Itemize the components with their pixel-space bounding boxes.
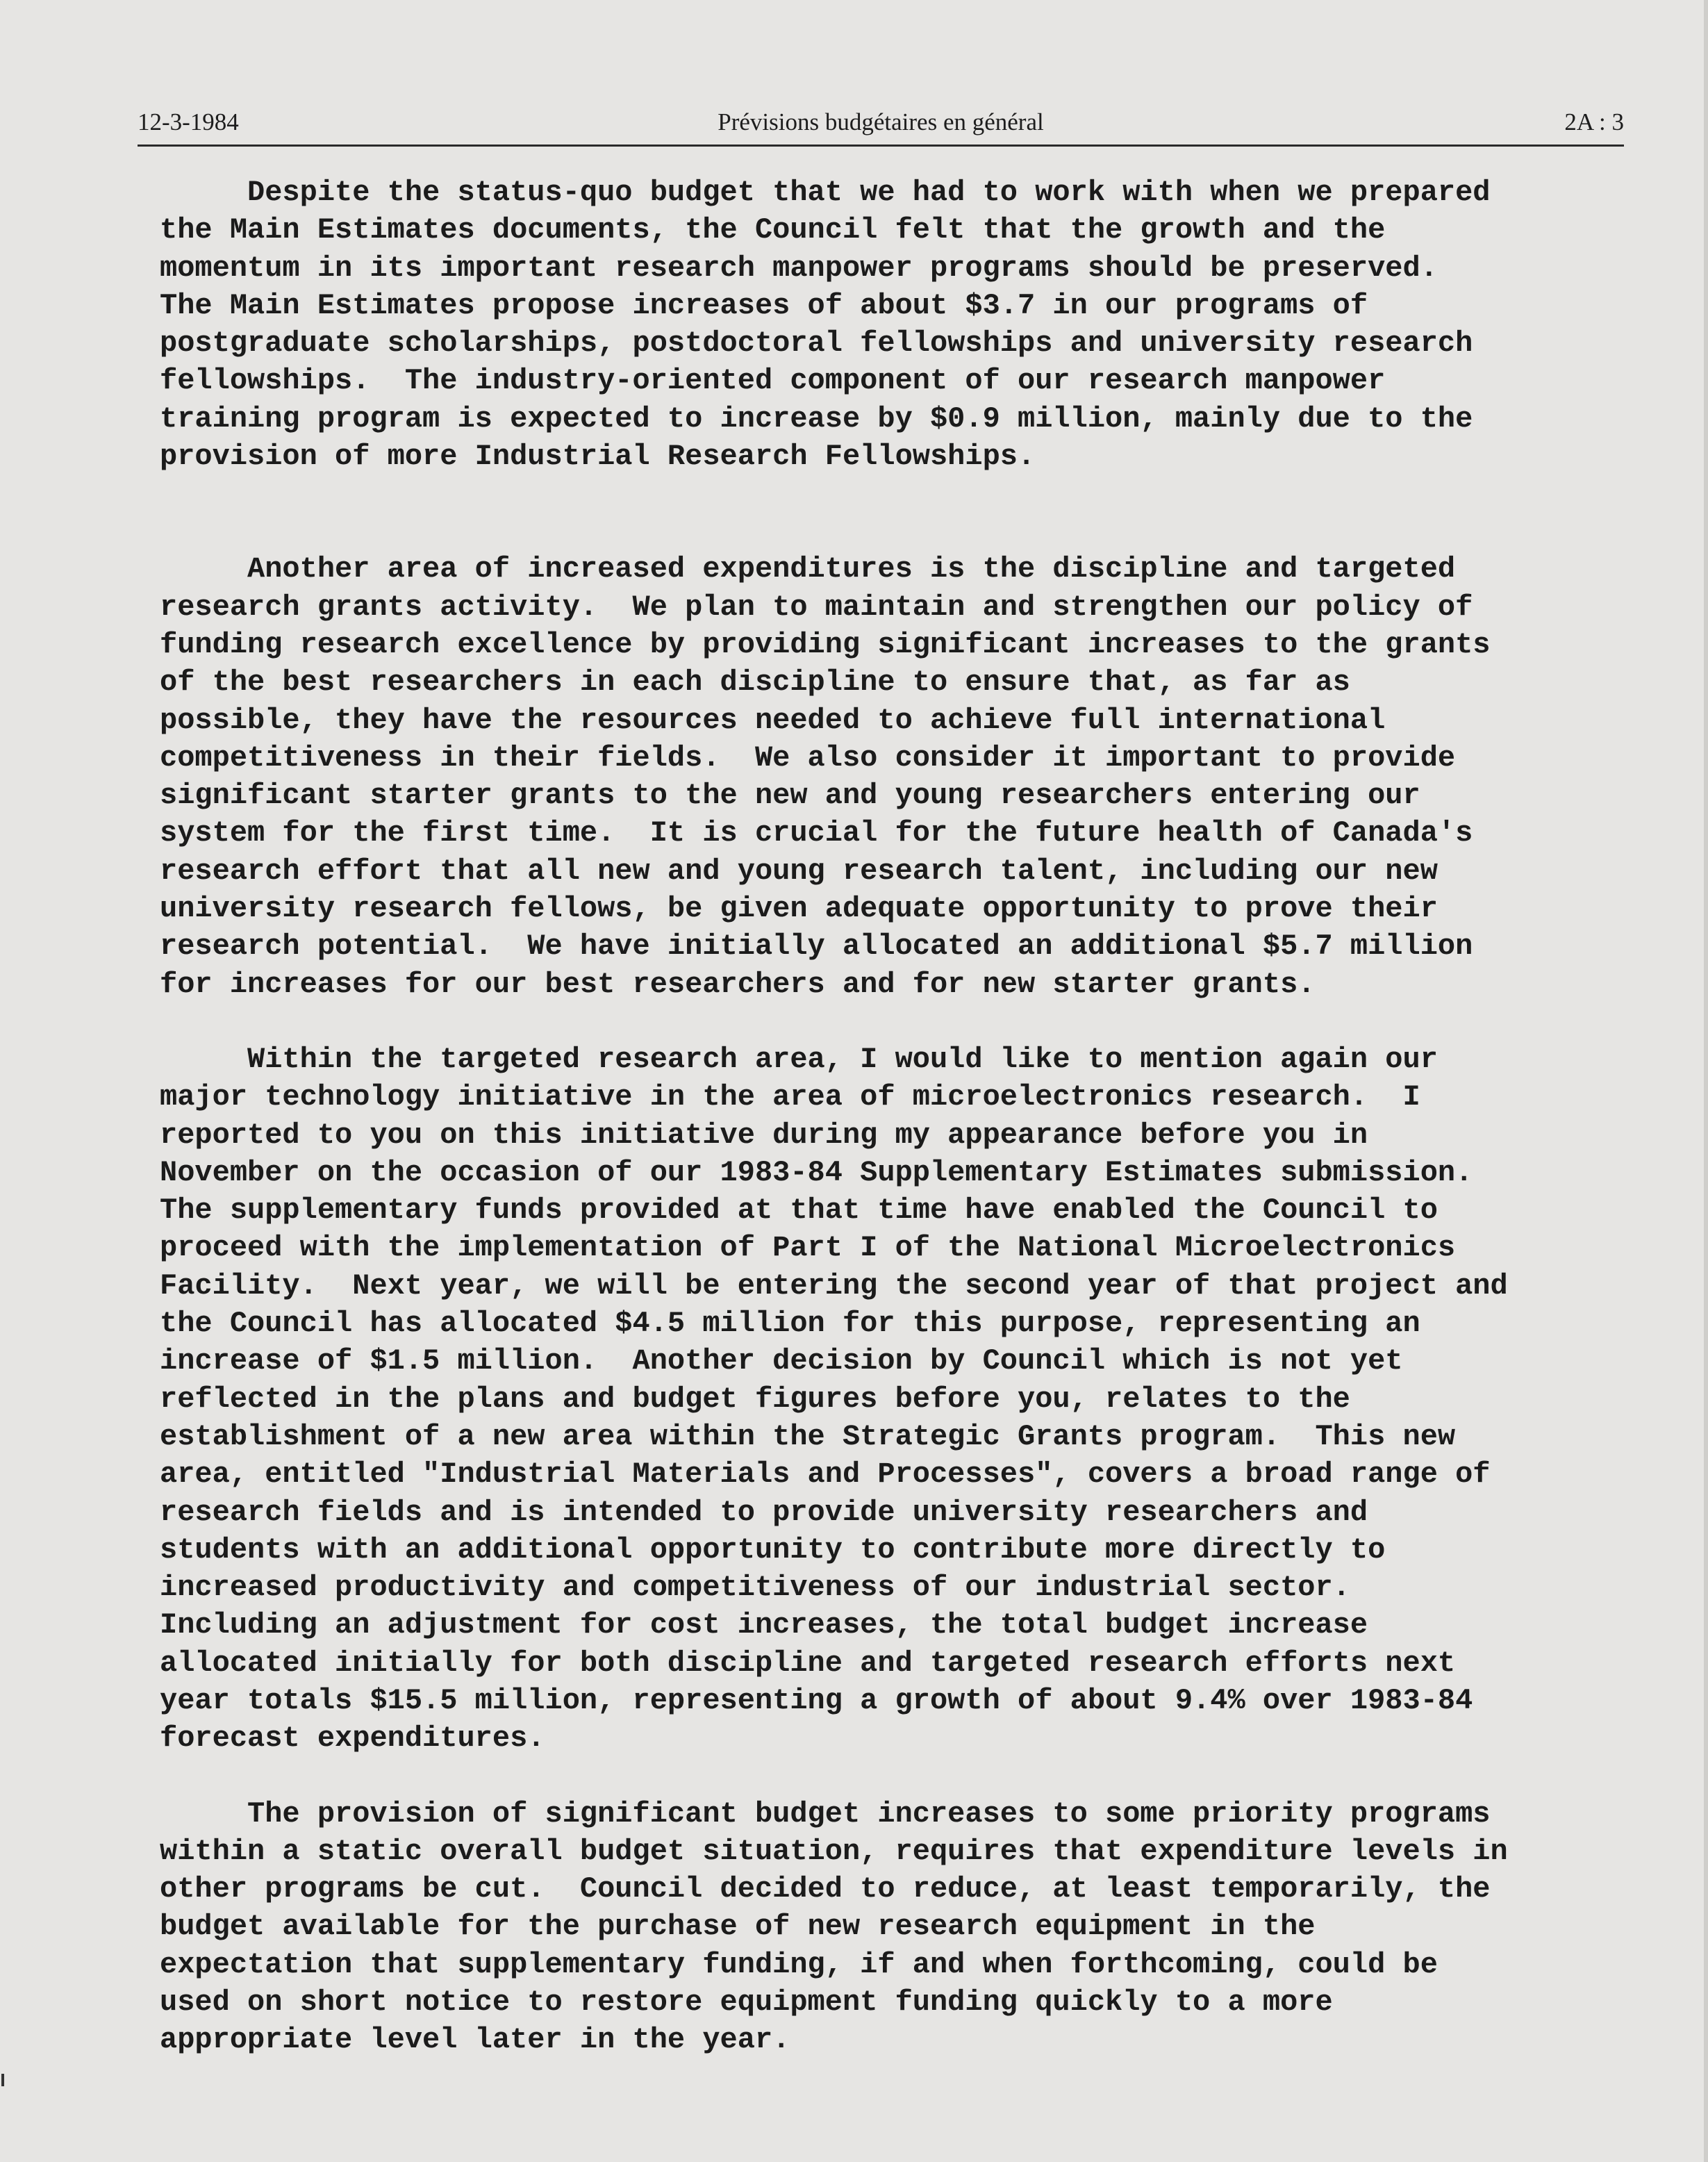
header-page-number: 2A : 3: [1564, 108, 1624, 135]
paragraph-grants: Another area of increased expenditures is the discipline and targeted research grants activity. We plan to maintain and strengthen our policy of funding research excellence by providing significant increases to the grants of the best researchers in each discipline to ensure that, as far as possible, they have the resources needed to achieve full international competitiveness in their fields. We also consider it important to provide significant starter grants to the new and young researchers entering our system for the first time. It is crucial for the future health of Canada's research effort that all new and young research talent, including our new university research fellows, be given adequate opportunity to prove their research potential. We have initially allocated an additional $5.7 million for increases for our best researchers and for new starter grants.: [160, 552, 1491, 1001]
paragraph-targeted-research: Within the targeted research area, I would like to mention again our major technology initiative in the area of microelectronics research. I reported to you on this initiative during my appearance before you in November on the occasion of our 1983-84 Supplementary Estimates submission. The supplementary funds provided at that time have enabled the Council to proceed with the implementation of Part I of the National Microelectronics Facility. Next year, we will be entering the second year of that project and the Council has allocated $4.5 million for this purpose, representing an increase of $1.5 million. Another decision by Council which is not yet reflected in the plans and budget figures before you, relates to the establishment of a new area within the Strategic Grants program. This new area, entitled "Industrial Materials and Processes", covers a broad range of research fields and is intended to provide university researchers and students with an additional opportunity to contribute more directly to increased productivity and competitiveness of our industrial sector. Including an adjustment for cost increases, the total budget increase allocated initially for both discipline and targeted research efforts next year totals $15.5 million, representing a growth of about 9.4% over 1983-84 forecast expenditures.: [160, 1042, 1508, 1756]
margin-mark: [1, 2074, 4, 2086]
header-title: Prévisions budgétaires en général: [718, 108, 1044, 135]
body-text: [160, 174, 1625, 2059]
page-edge: [1704, 0, 1708, 2162]
header-date: 12-3-1984: [138, 108, 239, 135]
running-header: [138, 106, 1624, 147]
paragraph-budget-cuts: The provision of significant budget increases to some priority programs within a static overall budget situation, requires that expenditure levels in other programs be cut. Council decided to reduce, at least temporarily, the budget available for the purchase of new research equipment in the expectation that supplementary funding, if and when forthcoming, could be used on short notice to restore equipment funding quickly to a more appropriate level later in the year.: [160, 1797, 1508, 2057]
paragraph-manpower: Despite the status-quo budget that we had to work with when we prepared the Main Estimates documents, the Council felt that the growth and the momentum in its important research manpower programs should be preserved. The Main Estimates propose increases of about $3.7 in our programs of postgraduate scholarships, postdoctoral fellowships and university research fellowships. The industry-oriented component of our research manpower training program is expected to increase by $0.9 million, mainly due to the provision of more Industrial Research Fellowships.: [160, 176, 1491, 474]
